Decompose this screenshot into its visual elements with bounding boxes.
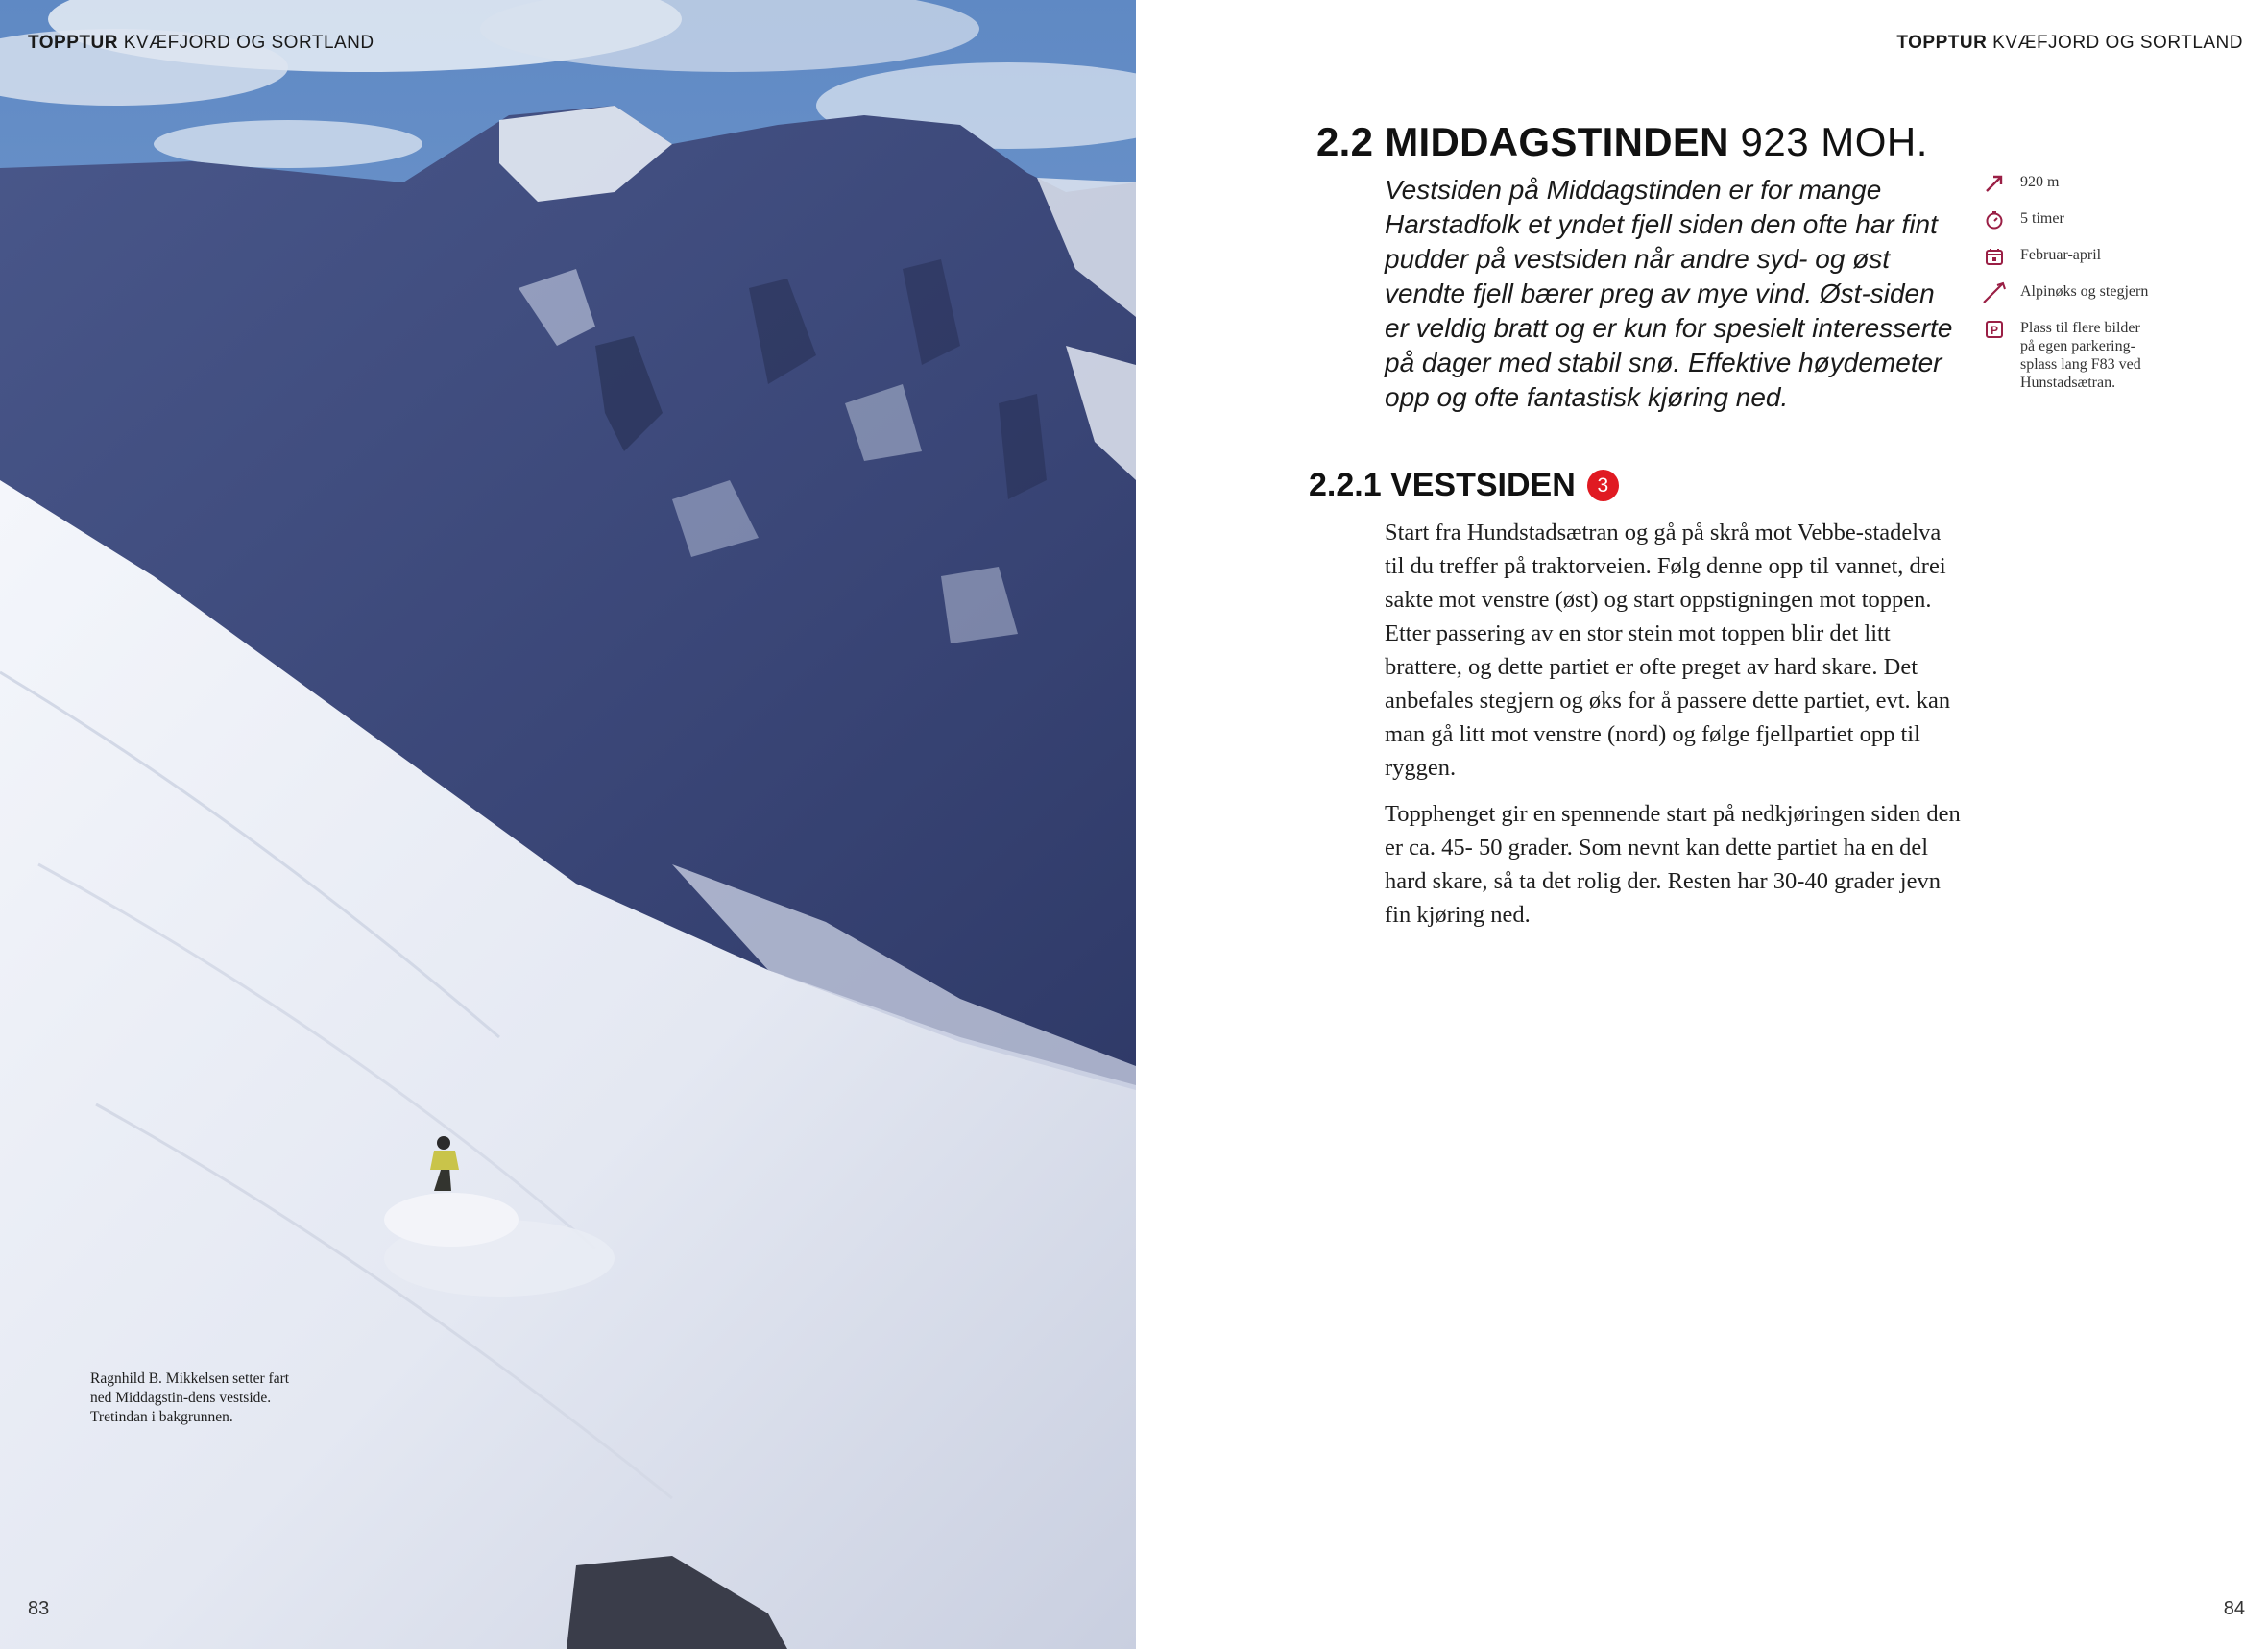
fact-duration: 5 timer [1982, 209, 2155, 230]
svg-text:P: P [1990, 324, 1999, 337]
difficulty-badge: 3 [1587, 470, 1619, 501]
fact-season: Februar-april [1982, 246, 2155, 267]
running-head-right: TOPPTUR KVÆFJORD OG SORTLAND [1896, 33, 2243, 53]
paragraph-2: Topphenget gir en spennende start på nedkjøringen siden den er ca. 45- 50 grader. Som nevnt kan dette partiet ha en del hard skare, så ta det rolig der. Resten har 30-40 grader jevn fin kjøring ned. [1385, 801, 1961, 928]
fact-parking: P Plass til flere bilder på egen parkering-splass lang F83 ved Hunstadsætran. [1982, 319, 2155, 392]
calendar-icon [1982, 246, 2007, 267]
facts-sidebar [1982, 173, 2155, 407]
paragraph-1: Start fra Hundstadsætran og gå på skrå mot Vebbe-stadelva til du treffer på traktorveien. Følg denne opp til vannet, drei sakte mot venstre (øst) og start oppstigningen mot toppen. Etter passering av en stor stein mot toppen blir det litt brattere, og dette partiet er ofte preget av hard skare. Det anbefales stegjern og øks for å passere dette partiet, evt. kan man gå litt mot venstre (nord) og følge fjellpartiet opp til ryggen. [1385, 520, 1951, 781]
title-altitude: 923 MOH. [1740, 119, 1928, 164]
section-heading: 2.2.1 VESTSIDEN 3 [1309, 467, 1619, 504]
page-number-left: 83 [28, 1598, 50, 1619]
stopwatch-icon [1982, 209, 2007, 230]
ice-axe-icon [1982, 282, 2007, 303]
elevation-arrow-icon [1982, 173, 2007, 194]
running-head-left: TOPPTUR KVÆFJORD OG SORTLAND [28, 33, 374, 53]
page-number-right: 84 [2223, 1598, 2245, 1619]
title-name: 2.2 MIDDAGSTINDEN [1316, 119, 1729, 164]
intro-text: Vestsiden på Middagstinden er for mange Harstadfolk et yndet fjell siden den ofte har fint pudder på vestsiden når andre syd- og øst vendte fjell bærer preg av mye vind. Øst-siden er veldig bratt og er kun for spesielt interesserte på dager med stabil snø. Effektive høydemeter opp og ofte fantastisk kjøring ned. [1385, 175, 1953, 412]
chapter-title [1316, 119, 1928, 165]
fact-elevation: 920 m [1982, 173, 2155, 194]
photo-caption: Ragnhild B. Mikkelsen setter fart ned Middagstin-dens vestside. Tretindan i bakgrunnen. [90, 1370, 290, 1425]
fact-equipment: Alpinøks og stegjern [1982, 282, 2155, 303]
parking-icon [1982, 319, 2007, 340]
body-text [1385, 516, 1961, 944]
